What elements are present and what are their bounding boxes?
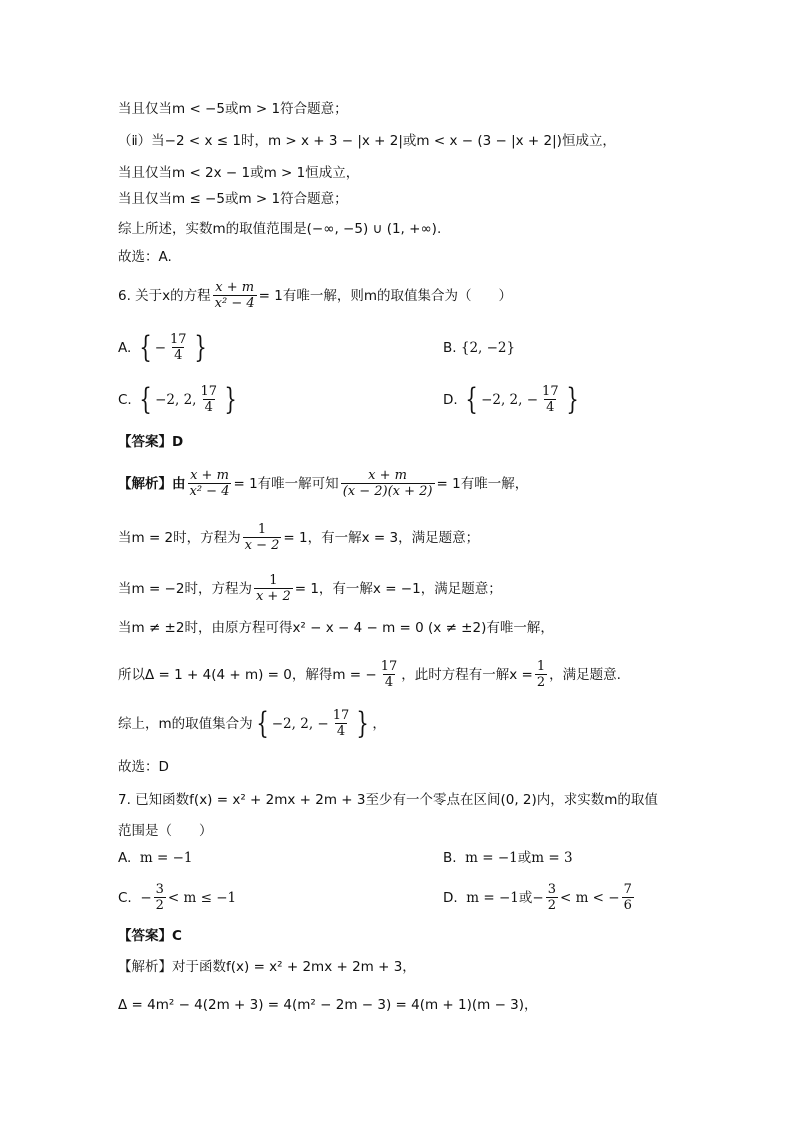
fraction [331,708,352,740]
fraction-denominator: 6 [623,898,632,913]
fraction-numerator: 17 [200,384,218,399]
analysis-prefix: 【解析】由 [118,476,186,492]
fraction-numerator: 3 [547,882,556,897]
question-7-stem: 7. 已知函数f(x) = x² + 2mx + 2m + 3至少有一个零点在区间(0, 2)内，求实数m的取值 [118,792,658,808]
right-brace: } [224,382,237,417]
fraction-numerator: 7 [623,882,632,897]
fraction-denominator: 4 [336,724,346,739]
fraction-numerator: x + m [368,468,407,483]
fraction-numerator: 1 [536,659,546,674]
option-b [443,338,515,358]
fraction [168,332,189,364]
analysis-text: −2, 2, − [271,716,329,732]
analysis-text: 所以Δ = 1 + 4(4 + m) = 0，解得m = − [118,667,377,683]
option-sign: − [140,890,152,906]
fraction-numerator: 1 [257,522,267,537]
text-line: 当且仅当m < 2x − 1或m > 1恒成立， [118,165,360,181]
fraction-numerator: 1 [269,573,278,588]
fraction [213,280,257,312]
option-label: B. [443,850,457,866]
analysis-text: ， [372,716,386,732]
option-text: < m ≤ −1 [167,890,237,906]
text-line: 综上所述，实数m的取值范围是(−∞, −5) ∪ (1, +∞). [118,221,442,237]
fraction [198,384,219,416]
fraction-numerator: 3 [155,882,164,897]
fraction-denominator: 4 [384,675,394,690]
fraction-denominator: x − 2 [244,538,280,553]
fraction-numerator: 17 [332,708,350,723]
answer-label: 【答案】D [118,434,184,450]
analysis-text: = 1有唯一解可知 [233,476,339,492]
right-brace: } [356,706,370,741]
fraction-denominator: 2 [155,898,164,913]
option-label: C. [118,890,132,906]
fraction [341,468,435,500]
fraction [254,573,293,605]
fraction-denominator: 4 [546,400,555,415]
option-text: −2, 2, [155,392,197,408]
analysis-text: = 1有唯一解， [436,476,529,492]
option-label: D. [443,392,458,408]
fraction-numerator: 17 [380,659,398,674]
fraction-denominator: 4 [204,400,213,415]
fraction [535,659,547,691]
text-line: 当且仅当m ≤ −5或m > 1符合题意； [118,191,348,207]
fraction-denominator: 4 [174,348,183,363]
option-text: m = −1或m = 3 [465,850,573,866]
right-brace: } [193,330,207,365]
fraction-denominator: x² − 4 [189,484,230,499]
option-text: {2, −2} [460,340,516,356]
option-label: B. [443,340,457,356]
fraction [379,659,400,691]
option-text: m = −1或− [466,890,544,906]
question-6-stem [118,280,512,312]
fraction-denominator: 2 [547,898,556,913]
analysis-line: Δ = 4m² − 4(2m + 3) = 4(m² − 2m − 3) = 4(m + 1)(m − 3)， [118,997,538,1013]
fraction-numerator: x + m [215,280,255,295]
right-brace: } [565,382,579,417]
fraction-numerator: 17 [542,384,559,399]
fraction-denominator: (x − 2)(x + 2) [342,484,433,499]
left-brace: { [138,330,152,365]
analysis-line [118,573,502,605]
analysis-text: ，此时方程有一解x = [401,667,533,683]
option-text: < m < − [559,890,620,906]
analysis-text: 综上，m的取值集合为 [118,716,253,732]
option-b [443,848,573,868]
analysis-text: 当m = 2时，方程为 [118,530,241,546]
option-d [443,384,582,416]
q6-prefix: 6. 关于x的方程 [118,288,211,304]
fraction-denominator: x + 2 [255,589,291,604]
option-label: C. [118,392,132,408]
option-text: m = −1 [139,850,193,866]
option-a [118,332,210,364]
analysis-text: = 1，有一解x = −1，满足题意； [294,581,502,597]
analysis-line: 当m ≠ ±2时，由原方程可得x² − x − 4 − m = 0 (x ≠ ±2)有唯一解， [118,620,554,636]
analysis-line: 故选：D [118,759,169,775]
option-d [443,882,636,914]
option-c [118,384,240,416]
fraction [154,882,166,914]
analysis-line [118,468,528,500]
option-label: D. [443,890,458,906]
fraction [622,882,634,914]
answer-label: 【答案】C [118,928,182,944]
fraction [546,882,558,914]
analysis-line [118,659,621,691]
text-line: 当且仅当m < −5或m > 1符合题意； [118,101,348,117]
fraction [540,384,561,416]
fraction-numerator: x + m [190,468,229,483]
fraction [243,522,282,554]
left-brace: { [465,382,478,417]
option-a [118,848,193,868]
option-sign: − [154,340,166,356]
analysis-text: = 1，有一解x = 3，满足题意； [283,530,480,546]
fraction-denominator: 2 [536,675,546,690]
left-brace: { [139,382,152,417]
analysis-line [118,708,386,740]
option-label: A. [118,850,132,866]
analysis-text: ，满足题意. [549,667,621,683]
text-line: （ⅱ）当−2 < x ≤ 1时，m > x + 3 − |x + 2|或m < x − (3 − |x + 2|)恒成立， [118,133,616,149]
option-label: A. [118,340,132,356]
fraction-numerator: 17 [170,332,187,347]
left-brace: { [255,706,269,741]
analysis-line: 【解析】对于函数f(x) = x² + 2mx + 2m + 3， [118,959,416,975]
fraction-denominator: x² − 4 [214,296,255,311]
question-7-stem: 范围是（ ） [118,823,213,839]
fraction [188,468,232,500]
analysis-line [118,522,479,554]
option-text: −2, 2, − [481,392,539,408]
q6-suffix: = 1有唯一解，则m的取值集合为（ ） [258,288,512,304]
text-line: 故选：A. [118,249,172,265]
option-c [118,882,236,914]
analysis-text: 当m = −2时，方程为 [118,581,252,597]
